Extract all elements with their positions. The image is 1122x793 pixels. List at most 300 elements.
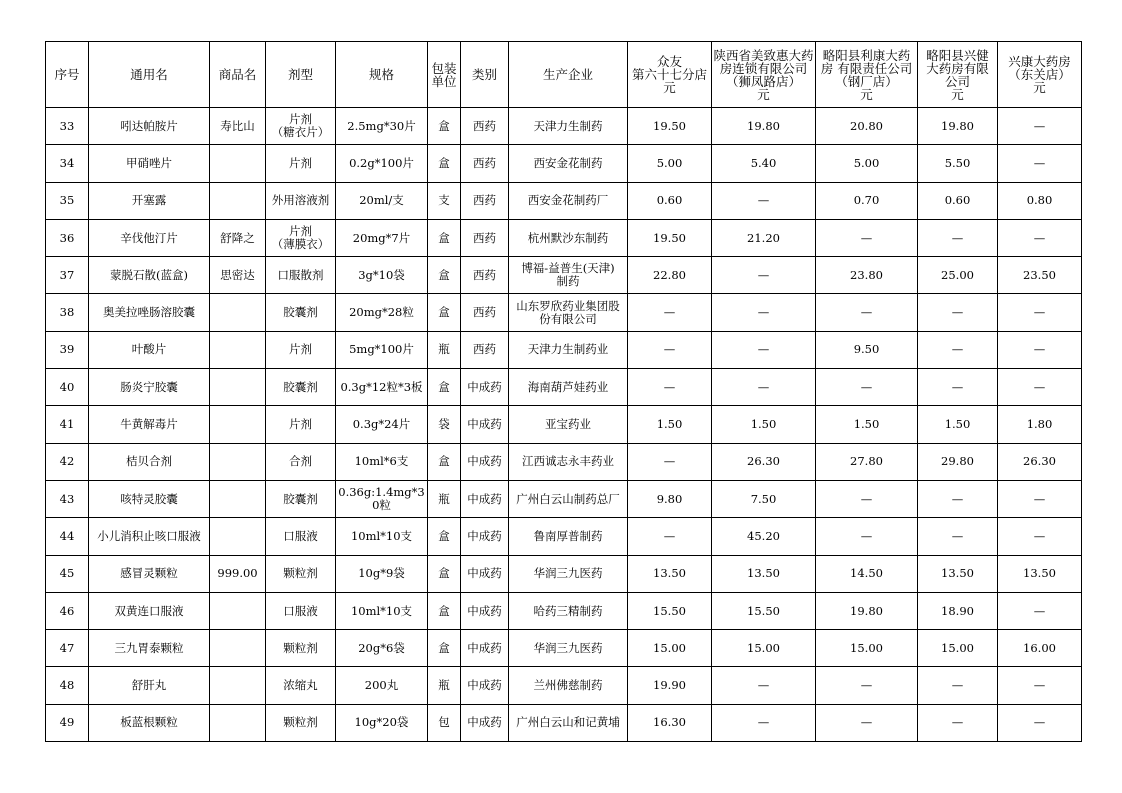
header-seq: 序号 bbox=[46, 42, 89, 108]
header-store-line: 元 bbox=[860, 86, 873, 102]
cell-manufacturer-line: 天津力生制药业 bbox=[527, 342, 609, 357]
header-store-line: 第六十七分店 bbox=[631, 67, 707, 82]
cell-generic-name: 叶酸片 bbox=[89, 331, 210, 368]
cell-category: 西药 bbox=[461, 257, 509, 294]
header-store-line: （狮凤路店） bbox=[725, 73, 801, 89]
cell-dosage-form bbox=[266, 704, 336, 741]
cell-price-store-4: — bbox=[918, 294, 998, 331]
cell-price-store-5: — bbox=[998, 331, 1082, 368]
cell-price-store-4: 25.00 bbox=[918, 257, 998, 294]
cell-manufacturer-line: 兰州佛慈制药 bbox=[533, 678, 603, 693]
cell-pack-unit: 盒 bbox=[428, 443, 461, 480]
table-row bbox=[46, 369, 1082, 406]
cell-price-store-1: 22.80 bbox=[628, 257, 712, 294]
table-row bbox=[46, 257, 1082, 294]
cell-manufacturer bbox=[509, 406, 628, 443]
cell-spec-line: 3g*10袋 bbox=[358, 267, 405, 282]
cell-spec bbox=[336, 108, 428, 145]
cell-price-store-3: — bbox=[816, 704, 918, 741]
table-row bbox=[46, 443, 1082, 480]
cell-manufacturer bbox=[509, 331, 628, 368]
cell-spec-line: 20mg*7片 bbox=[352, 230, 411, 245]
cell-dosage-form-line: （薄膜衣） bbox=[271, 237, 330, 252]
header-store-5 bbox=[998, 42, 1082, 108]
cell-spec-line: 20g*6袋 bbox=[358, 640, 405, 655]
cell-trade-name bbox=[210, 294, 266, 331]
header-dosage-form: 剂型 bbox=[266, 42, 336, 108]
cell-price-store-5: 23.50 bbox=[998, 257, 1082, 294]
cell-category: 西药 bbox=[461, 108, 509, 145]
cell-manufacturer bbox=[509, 294, 628, 331]
cell-manufacturer bbox=[509, 257, 628, 294]
cell-price-store-2: 19.80 bbox=[712, 108, 816, 145]
cell-trade-name bbox=[210, 667, 266, 704]
cell-seq: 37 bbox=[46, 257, 89, 294]
cell-dosage-form bbox=[266, 182, 336, 219]
cell-price-store-1: 5.00 bbox=[628, 145, 712, 182]
cell-spec bbox=[336, 331, 428, 368]
cell-spec-line: 0.3g*12粒*3板 bbox=[340, 379, 423, 394]
cell-dosage-form bbox=[266, 480, 336, 517]
cell-manufacturer-line: 份有限公司 bbox=[539, 311, 597, 326]
cell-price-store-1: 0.60 bbox=[628, 182, 712, 219]
cell-trade-name bbox=[210, 145, 266, 182]
cell-price-store-2: — bbox=[712, 331, 816, 368]
cell-manufacturer-line: 鲁南厚普制药 bbox=[533, 528, 603, 543]
header-pack-line: 包装 bbox=[431, 60, 457, 76]
cell-generic-name: 吲达帕胺片 bbox=[89, 108, 210, 145]
cell-price-store-1: 9.80 bbox=[628, 480, 712, 517]
cell-price-store-4: 15.00 bbox=[918, 630, 998, 667]
cell-spec bbox=[336, 294, 428, 331]
cell-manufacturer bbox=[509, 182, 628, 219]
cell-price-store-3: 23.80 bbox=[816, 257, 918, 294]
cell-dosage-form-line: 口服散剂 bbox=[277, 267, 324, 282]
cell-generic-name: 咳特灵胶囊 bbox=[89, 480, 210, 517]
cell-price-store-4: 13.50 bbox=[918, 555, 998, 592]
cell-price-store-4: — bbox=[918, 704, 998, 741]
cell-spec-line: 20mg*28粒 bbox=[349, 305, 414, 320]
table-row bbox=[46, 182, 1082, 219]
cell-trade-name bbox=[210, 443, 266, 480]
header-store-3 bbox=[816, 42, 918, 108]
cell-dosage-form bbox=[266, 294, 336, 331]
cell-dosage-form-line: 外用溶液剂 bbox=[271, 193, 330, 208]
cell-dosage-form-line: 片剂 bbox=[289, 155, 312, 170]
header-store-line: （钢厂店） bbox=[835, 73, 898, 89]
cell-seq: 35 bbox=[46, 182, 89, 219]
cell-seq: 38 bbox=[46, 294, 89, 331]
header-store-line: 元 bbox=[663, 80, 676, 95]
table-row bbox=[46, 518, 1082, 555]
cell-category: 西药 bbox=[461, 331, 509, 368]
cell-manufacturer-line: 西安金花制药 bbox=[533, 155, 603, 170]
header-spec: 规格 bbox=[336, 42, 428, 108]
cell-trade-name bbox=[210, 592, 266, 629]
cell-manufacturer-line: 山东罗欣药业集团股 bbox=[516, 298, 620, 313]
cell-spec-line: 10ml*6支 bbox=[354, 454, 409, 469]
cell-seq: 44 bbox=[46, 518, 89, 555]
cell-dosage-form-line: 片剂 bbox=[289, 224, 312, 239]
cell-generic-name: 双黄连口服液 bbox=[89, 592, 210, 629]
cell-category: 西药 bbox=[461, 182, 509, 219]
cell-category: 西药 bbox=[461, 145, 509, 182]
cell-price-store-5: — bbox=[998, 592, 1082, 629]
cell-price-store-3: — bbox=[816, 480, 918, 517]
cell-price-store-3: 14.50 bbox=[816, 555, 918, 592]
cell-dosage-form-line: 胶囊剂 bbox=[283, 379, 318, 394]
cell-price-store-5: 1.80 bbox=[998, 406, 1082, 443]
table-row bbox=[46, 331, 1082, 368]
cell-dosage-form bbox=[266, 667, 336, 704]
cell-price-store-5: — bbox=[998, 704, 1082, 741]
cell-spec-line: 5mg*100片 bbox=[349, 342, 414, 357]
cell-trade-name: 思密达 bbox=[210, 257, 266, 294]
cell-category: 中成药 bbox=[461, 369, 509, 406]
table-row bbox=[46, 592, 1082, 629]
cell-price-store-2: 21.20 bbox=[712, 219, 816, 256]
cell-manufacturer-line: 广州白云山和记黄埔 bbox=[516, 715, 620, 730]
cell-dosage-form bbox=[266, 108, 336, 145]
cell-manufacturer bbox=[509, 369, 628, 406]
cell-seq: 48 bbox=[46, 667, 89, 704]
cell-price-store-2: — bbox=[712, 257, 816, 294]
cell-pack-unit: 盒 bbox=[428, 219, 461, 256]
cell-pack-unit: 盒 bbox=[428, 257, 461, 294]
cell-seq: 42 bbox=[46, 443, 89, 480]
header-trade-name: 商品名 bbox=[210, 42, 266, 108]
table-row bbox=[46, 145, 1082, 182]
header-store-line: 大药房有限 bbox=[926, 60, 989, 76]
cell-price-store-3: — bbox=[816, 219, 918, 256]
cell-price-store-1: 1.50 bbox=[628, 406, 712, 443]
cell-pack-unit: 瓶 bbox=[428, 667, 461, 704]
cell-price-store-2: 15.50 bbox=[712, 592, 816, 629]
cell-spec-line: 0.3g*24片 bbox=[352, 417, 411, 432]
cell-manufacturer bbox=[509, 630, 628, 667]
cell-category: 中成药 bbox=[461, 406, 509, 443]
cell-price-store-5: 16.00 bbox=[998, 630, 1082, 667]
cell-price-store-2: 26.30 bbox=[712, 443, 816, 480]
cell-spec bbox=[336, 145, 428, 182]
table-row bbox=[46, 667, 1082, 704]
cell-dosage-form bbox=[266, 518, 336, 555]
header-store-line: 兴康大药房 bbox=[1008, 54, 1071, 69]
cell-price-store-3: — bbox=[816, 518, 918, 555]
cell-dosage-form bbox=[266, 555, 336, 592]
cell-manufacturer-line: 亚宝药业 bbox=[545, 417, 591, 432]
cell-spec bbox=[336, 443, 428, 480]
cell-pack-unit: 瓶 bbox=[428, 331, 461, 368]
table-row bbox=[46, 108, 1082, 145]
cell-dosage-form-line: 颗粒剂 bbox=[283, 640, 318, 655]
table-row bbox=[46, 704, 1082, 741]
header-store-4 bbox=[918, 42, 998, 108]
cell-generic-name: 小儿消积止咳口服液 bbox=[89, 518, 210, 555]
cell-price-store-1: 19.50 bbox=[628, 108, 712, 145]
cell-price-store-5: 0.80 bbox=[998, 182, 1082, 219]
cell-pack-unit: 盒 bbox=[428, 518, 461, 555]
cell-seq: 36 bbox=[46, 219, 89, 256]
cell-trade-name bbox=[210, 406, 266, 443]
cell-price-store-1: — bbox=[628, 443, 712, 480]
cell-price-store-1: — bbox=[628, 369, 712, 406]
cell-trade-name bbox=[210, 518, 266, 555]
cell-dosage-form-line: 胶囊剂 bbox=[283, 305, 318, 320]
cell-dosage-form-line: 口服液 bbox=[283, 528, 318, 543]
cell-manufacturer-line: 海南葫芦娃药业 bbox=[527, 379, 609, 394]
cell-category: 中成药 bbox=[461, 592, 509, 629]
cell-spec bbox=[336, 182, 428, 219]
cell-price-store-2: 5.40 bbox=[712, 145, 816, 182]
cell-dosage-form-line: 口服液 bbox=[283, 603, 318, 618]
cell-price-store-3: 15.00 bbox=[816, 630, 918, 667]
cell-price-store-3: 27.80 bbox=[816, 443, 918, 480]
cell-price-store-3: — bbox=[816, 369, 918, 406]
cell-manufacturer-line: 制药 bbox=[556, 274, 580, 289]
cell-manufacturer bbox=[509, 219, 628, 256]
header-store-2 bbox=[712, 42, 816, 108]
cell-price-store-5: — bbox=[998, 294, 1082, 331]
cell-trade-name bbox=[210, 182, 266, 219]
cell-spec-line: 0.36g:1.4mg*3 bbox=[338, 485, 425, 500]
cell-dosage-form bbox=[266, 443, 336, 480]
cell-spec bbox=[336, 555, 428, 592]
cell-dosage-form bbox=[266, 630, 336, 667]
cell-price-store-3: — bbox=[816, 667, 918, 704]
cell-price-store-2: 15.00 bbox=[712, 630, 816, 667]
cell-dosage-form bbox=[266, 219, 336, 256]
cell-dosage-form-line: 浓缩丸 bbox=[283, 678, 318, 693]
cell-generic-name: 奥美拉唑肠溶胶囊 bbox=[89, 294, 210, 331]
cell-generic-name: 开塞露 bbox=[89, 182, 210, 219]
cell-pack-unit: 支 bbox=[428, 182, 461, 219]
cell-manufacturer bbox=[509, 555, 628, 592]
cell-price-store-1: 16.30 bbox=[628, 704, 712, 741]
cell-price-store-3: — bbox=[816, 294, 918, 331]
cell-manufacturer-line: 杭州默沙东制药 bbox=[527, 230, 609, 245]
cell-manufacturer bbox=[509, 145, 628, 182]
table-row bbox=[46, 294, 1082, 331]
cell-price-store-4: 0.60 bbox=[918, 182, 998, 219]
cell-spec-line: 20ml/支 bbox=[359, 193, 404, 208]
cell-price-store-1: — bbox=[628, 518, 712, 555]
cell-category: 中成药 bbox=[461, 555, 509, 592]
cell-generic-name: 蒙脱石散(蓝盒) bbox=[89, 257, 210, 294]
cell-pack-unit: 盒 bbox=[428, 369, 461, 406]
cell-price-store-3: 9.50 bbox=[816, 331, 918, 368]
cell-category: 中成药 bbox=[461, 480, 509, 517]
cell-trade-name bbox=[210, 630, 266, 667]
cell-manufacturer-line: 广州白云山制药总厂 bbox=[516, 491, 620, 506]
header-category: 类别 bbox=[461, 42, 509, 108]
cell-dosage-form-line: 片剂 bbox=[289, 417, 312, 432]
cell-category: 中成药 bbox=[461, 667, 509, 704]
cell-seq: 34 bbox=[46, 145, 89, 182]
cell-category: 西药 bbox=[461, 294, 509, 331]
cell-price-store-2: 7.50 bbox=[712, 480, 816, 517]
header-store-line: 元 bbox=[951, 86, 964, 102]
cell-generic-name: 三九胃泰颗粒 bbox=[89, 630, 210, 667]
cell-generic-name: 牛黄解毒片 bbox=[89, 406, 210, 443]
table-body bbox=[46, 108, 1082, 742]
cell-manufacturer-line: 天津力生制药 bbox=[533, 118, 603, 133]
cell-price-store-4: 29.80 bbox=[918, 443, 998, 480]
cell-price-store-2: 1.50 bbox=[712, 406, 816, 443]
header-store-line: 房连锁有限公司 bbox=[719, 60, 808, 76]
header-store-line: 众友 bbox=[656, 54, 682, 69]
cell-price-store-1: — bbox=[628, 331, 712, 368]
cell-seq: 43 bbox=[46, 480, 89, 517]
cell-manufacturer bbox=[509, 108, 628, 145]
cell-manufacturer-line: 西安金花制药厂 bbox=[527, 193, 609, 208]
cell-spec-line: 200丸 bbox=[364, 678, 399, 693]
cell-spec-line: 10ml*10支 bbox=[350, 603, 413, 618]
cell-dosage-form-line: 胶囊剂 bbox=[283, 491, 318, 506]
cell-dosage-form bbox=[266, 369, 336, 406]
cell-trade-name: 寿比山 bbox=[210, 108, 266, 145]
cell-trade-name bbox=[210, 704, 266, 741]
cell-pack-unit: 盒 bbox=[428, 592, 461, 629]
cell-price-store-4: 19.80 bbox=[918, 108, 998, 145]
cell-price-store-3: 0.70 bbox=[816, 182, 918, 219]
table-row bbox=[46, 555, 1082, 592]
cell-spec bbox=[336, 369, 428, 406]
cell-generic-name: 甲硝唑片 bbox=[89, 145, 210, 182]
cell-pack-unit: 盒 bbox=[428, 294, 461, 331]
table-row bbox=[46, 480, 1082, 517]
cell-price-store-4: — bbox=[918, 219, 998, 256]
cell-price-store-1: 15.00 bbox=[628, 630, 712, 667]
cell-seq: 39 bbox=[46, 331, 89, 368]
cell-seq: 33 bbox=[46, 108, 89, 145]
cell-price-store-2: — bbox=[712, 369, 816, 406]
cell-spec-line: 10g*9袋 bbox=[358, 566, 405, 581]
cell-price-store-3: 5.00 bbox=[816, 145, 918, 182]
cell-price-store-5: — bbox=[998, 108, 1082, 145]
cell-price-store-1: 15.50 bbox=[628, 592, 712, 629]
cell-pack-unit: 盒 bbox=[428, 630, 461, 667]
cell-price-store-4: 1.50 bbox=[918, 406, 998, 443]
cell-manufacturer bbox=[509, 592, 628, 629]
cell-trade-name bbox=[210, 331, 266, 368]
cell-spec bbox=[336, 257, 428, 294]
cell-manufacturer-line: 江西诚志永丰药业 bbox=[522, 454, 614, 469]
cell-manufacturer-line: 哈药三精制药 bbox=[533, 603, 603, 618]
cell-pack-unit: 盒 bbox=[428, 145, 461, 182]
cell-seq: 46 bbox=[46, 592, 89, 629]
cell-manufacturer bbox=[509, 518, 628, 555]
cell-price-store-5: — bbox=[998, 369, 1082, 406]
cell-price-store-3: 19.80 bbox=[816, 592, 918, 629]
table-row bbox=[46, 219, 1082, 256]
cell-price-store-4: — bbox=[918, 369, 998, 406]
cell-generic-name: 感冒灵颗粒 bbox=[89, 555, 210, 592]
cell-dosage-form bbox=[266, 406, 336, 443]
cell-dosage-form-line: 片剂 bbox=[289, 342, 312, 357]
cell-generic-name: 辛伐他汀片 bbox=[89, 219, 210, 256]
cell-pack-unit: 包 bbox=[428, 704, 461, 741]
cell-spec bbox=[336, 592, 428, 629]
cell-price-store-5: 26.30 bbox=[998, 443, 1082, 480]
header-pack-line: 单位 bbox=[431, 73, 457, 89]
header-store-line: 公司 bbox=[944, 73, 970, 89]
cell-price-store-2: — bbox=[712, 294, 816, 331]
cell-dosage-form-line: 片剂 bbox=[289, 112, 312, 127]
cell-price-store-5: — bbox=[998, 518, 1082, 555]
cell-price-store-2: — bbox=[712, 667, 816, 704]
cell-price-store-4: — bbox=[918, 518, 998, 555]
cell-category: 中成药 bbox=[461, 704, 509, 741]
cell-spec bbox=[336, 219, 428, 256]
cell-price-store-2: — bbox=[712, 704, 816, 741]
cell-price-store-5: — bbox=[998, 667, 1082, 704]
price-table bbox=[45, 41, 1082, 742]
cell-price-store-4: 18.90 bbox=[918, 592, 998, 629]
cell-price-store-1: 19.50 bbox=[628, 219, 712, 256]
cell-price-store-5: 13.50 bbox=[998, 555, 1082, 592]
cell-spec-line: 10ml*10支 bbox=[350, 528, 413, 543]
header-store-line: 房 有限责任公司 bbox=[820, 60, 913, 76]
cell-price-store-1: — bbox=[628, 294, 712, 331]
header-store-line: 略阳县兴健 bbox=[926, 47, 989, 63]
cell-spec-line: 0粒 bbox=[372, 498, 391, 513]
cell-pack-unit: 瓶 bbox=[428, 480, 461, 517]
cell-price-store-1: 19.90 bbox=[628, 667, 712, 704]
cell-dosage-form-line: 颗粒剂 bbox=[283, 566, 318, 581]
cell-seq: 45 bbox=[46, 555, 89, 592]
cell-manufacturer bbox=[509, 443, 628, 480]
cell-pack-unit: 盒 bbox=[428, 108, 461, 145]
header-generic-name: 通用名 bbox=[89, 42, 210, 108]
cell-price-store-1: 13.50 bbox=[628, 555, 712, 592]
cell-generic-name: 板蓝根颗粒 bbox=[89, 704, 210, 741]
cell-dosage-form-line: 颗粒剂 bbox=[283, 715, 318, 730]
cell-trade-name: 舒降之 bbox=[210, 219, 266, 256]
cell-price-store-5: — bbox=[998, 145, 1082, 182]
cell-dosage-form-line: 合剂 bbox=[289, 454, 312, 469]
cell-dosage-form bbox=[266, 331, 336, 368]
header-store-line: 元 bbox=[757, 86, 770, 102]
header-store-line: 陕西省美致惠大药 bbox=[713, 47, 814, 63]
cell-dosage-form bbox=[266, 257, 336, 294]
cell-trade-name bbox=[210, 369, 266, 406]
cell-dosage-form-line: （糖衣片） bbox=[271, 125, 330, 140]
cell-manufacturer-line: 华润三九医药 bbox=[533, 640, 603, 655]
header-store-line: 元 bbox=[1033, 80, 1046, 95]
cell-price-store-3: 20.80 bbox=[816, 108, 918, 145]
cell-seq: 49 bbox=[46, 704, 89, 741]
cell-category: 西药 bbox=[461, 219, 509, 256]
cell-dosage-form bbox=[266, 145, 336, 182]
cell-seq: 47 bbox=[46, 630, 89, 667]
cell-trade-name bbox=[210, 480, 266, 517]
cell-price-store-5: — bbox=[998, 480, 1082, 517]
cell-category: 中成药 bbox=[461, 443, 509, 480]
cell-spec-line: 0.2g*100片 bbox=[349, 155, 414, 170]
cell-generic-name: 舒肝丸 bbox=[89, 667, 210, 704]
table-row bbox=[46, 406, 1082, 443]
cell-price-store-4: — bbox=[918, 331, 998, 368]
cell-spec bbox=[336, 480, 428, 517]
cell-dosage-form bbox=[266, 592, 336, 629]
header-store-line: 略阳县利康大药 bbox=[822, 47, 911, 63]
cell-spec-line: 10g*20袋 bbox=[354, 715, 409, 730]
cell-manufacturer-line: 博福-益普生(天津) bbox=[521, 261, 615, 276]
cell-spec bbox=[336, 518, 428, 555]
table-row bbox=[46, 630, 1082, 667]
cell-spec-line: 2.5mg*30片 bbox=[347, 118, 416, 133]
